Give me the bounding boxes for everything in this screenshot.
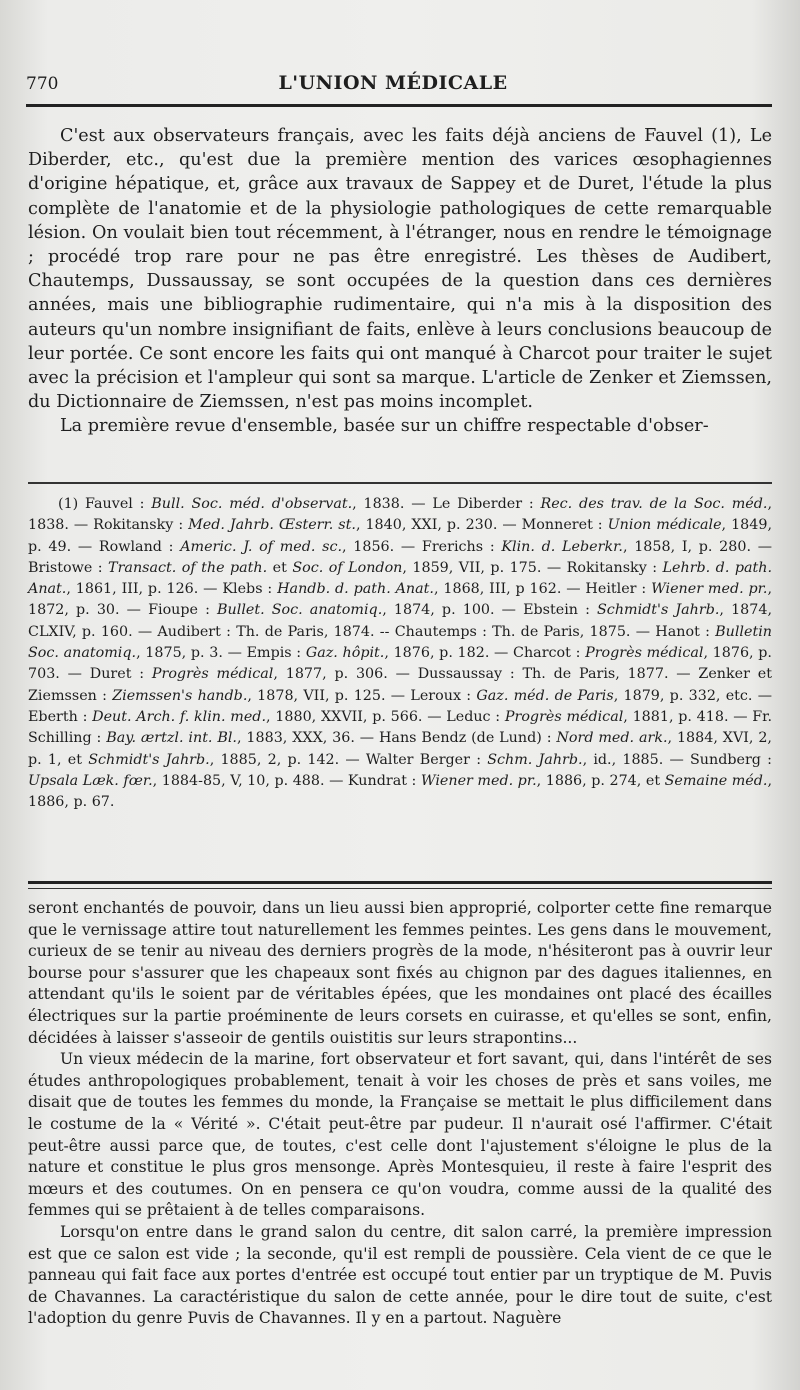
footnote-citation-title: Bull. Soc. méd. d'observat. [151, 496, 353, 512]
feuilleton-separator-thin [28, 888, 772, 889]
footnote-citation-title: Bulletin Soc. anatomiq. [28, 623, 772, 662]
footnote-citation-title: Progrès médical [585, 645, 704, 662]
footnote-text-run: , 1859, VII, p. 175. — Rokitansky : [402, 559, 663, 576]
page-number: 770 [26, 74, 59, 94]
footnote-text-run: , 1876, p. 703. — Duret : [28, 645, 772, 683]
footnote-citation-title: Transact. of the path. [108, 559, 268, 576]
footnote-text-run: , id., 1885. — Sundberg : [582, 751, 772, 768]
footnote-text-run: , 1849, p. 49. — Rowland : [28, 517, 772, 555]
footnote-citation-title: Union médicale [607, 517, 722, 534]
footnote-citation-title: Klin. d. Leberkr. [501, 538, 623, 555]
footnote-citation-title: Progrès médical [504, 708, 624, 725]
footnote-citation-title: Progrès médical [151, 666, 274, 683]
footnote-citation-title: Upsala Læk. fœr. [28, 772, 153, 789]
footnote-citation-title: Schmidt's Jahrb. [597, 602, 720, 619]
footnote-text-run: , 1858, I, p. 280. — Bristowe : [28, 538, 772, 576]
feuilleton-paragraph: seront enchantés de pouvoir, dans un lieu aussi bien approprié, colporter cette fine remarque que le vernissage attire tout naturellement les femmes peintes. Les gens dans le mouvement, curieux de se tenir au niveau des derniers progrès de la mode, n'hésiteront pas à ouvrir leur bourse pour s'assurer que les chapeaux sont fixés au chignon par des dagues italiennes, en attendant qu'ils le soient par de véritables épées, que les mondaines ont placé des écailles électriques sur la partie proéminente de leurs corsets en cuirasse, et qu'elles se sont, enfin, décidées à laisser s'asseoir de gentils ouistitis sur leurs strapontins... [28, 899, 772, 1047]
footnote-text-run: et [267, 559, 293, 576]
footnote-citation-title: Rec. des trav. de la Soc. méd. [540, 496, 768, 512]
running-title: L'UNION MÉDICALE [278, 72, 508, 94]
footnote-text-run: , 1886, p. 67. [28, 772, 773, 811]
footnote-citation-title: Americ. J. of med. sc. [180, 538, 343, 555]
footnote-citation-title: Nord med. ark. [556, 730, 668, 747]
footnote-citation-title: Wiener med. pr. [651, 581, 768, 598]
footnote-text-run: , 1838. — Rokitansky : [28, 496, 772, 534]
footnote-citation-title: Soc. of London [292, 559, 403, 576]
footnote-citation-title: Bullet. Soc. anatomiq. [217, 602, 383, 619]
feuilleton-body [28, 898, 772, 1330]
footnote-citation-title: Handb. d. path. Anat. [277, 581, 434, 598]
footnote-text-run: , 1876, p. 182. — Charcot : [384, 645, 586, 662]
footnote-text-run: , 1874, p. 100. — Ebstein : [382, 602, 598, 619]
footnote-citation-title: Gaz. méd. de Paris [476, 687, 614, 704]
footnote-text-run: , 1878, VII, p. 125. — Leroux : [247, 687, 477, 704]
footnote-citation-title: Semaine méd. [664, 772, 768, 789]
footnote-citation-title: Ziemssen's handb. [112, 687, 248, 704]
footnote-text-run: , 1874, CLXIV, p. 160. — Audibert : Th. de Paris, 1874. -- Chautemps : Th. de Paris, 1875. — Hanot : [28, 602, 772, 640]
footnote [28, 494, 772, 813]
footnote-text-run: , 1868, III, p 162. — Heitler : [433, 581, 652, 598]
footnote-text-run: , 1884, XVI, 2, p. 1, et [28, 730, 772, 768]
feuilleton-paragraph: Un vieux médecin de la marine, fort observateur et fort savant, qui, dans l'intérêt de ses études anthropologiques probablement, tenait à voir les choses de près et sans voiles, me disait que de toutes les femmes du monde, la Française se mettait le plus difficilement dans le costume de la « Vérité ». C'était peut-être par pudeur. Il n'aurait osé l'affirmer. C'était peut-être aussi parce que, de toutes, c'est celle dont l'ajustement s'éloigne le plus de la nature et constitue le plus gros mensonge. Après Montesquieu, il reste à faire l'esprit des mœurs et des coutumes. On en pensera ce qu'on voudra, comme aussi de la qualité des femmes qui se prêtaient à de telles comparaisons. [28, 1050, 772, 1220]
footnote-text-run: , 1875, p. 3. — Empis : [136, 645, 306, 662]
footnote-citation-title: Gaz. hôpit. [305, 645, 385, 662]
footnote-citation-title: Bay. ærtzl. int. Bl. [106, 730, 237, 747]
feuilleton-paragraph: Lorsqu'on entre dans le grand salon du centre, dit salon carré, la première impression est que ce salon est vide ; la seconde, qu'il est rempli de poussière. Cela vient de ce que le panneau qui fait face aux portes d'entrée est occupé tout entier par un tryptique de M. Puvis de Chavannes. La caractéristique du salon de cette année, pour le dire tout de suite, c'est l'adoption du genre Puvis de Chavannes. Il y en a partout. Naguère [28, 1222, 772, 1328]
footnote-text-run: , 1861, III, p. 126. — Klebs : [66, 581, 278, 598]
footnote-text-run: , 1886, p. 274, et [536, 772, 665, 789]
footnote-citation-title: Lehrb. d. path. Anat. [28, 559, 773, 598]
footnote-rule [28, 482, 772, 484]
header-rule [26, 104, 772, 107]
body-paragraph: La première revue d'ensemble, basée sur un chiffre respectable d'obser- [60, 416, 709, 437]
body-paragraph: C'est aux observateurs français, avec les faits déjà anciens de Fauvel (1), Le Diberder, etc., qu'est due la première mention des varices œsophagiennes d'origine hépatique, et, grâce aux travaux de Sappey et de Duret, l'étude la plus complète de l'anatomie et de la physiologie pathologiques de cette remarquable lésion. On voulait bien tout récemment, à l'étranger, nous en rendre le témoignage ; procédé trop rare pour ne pas être enregistré. Les thèses de Audibert, Chautemps, Dussaussay, se sont occupées de la question dans ces dernières années, mais une bibliographie rudimentaire, qui n'a mis à la disposition des auteurs qu'un nombre insignifiant de faits, enlève à leurs conclusions beaucoup de leur portée. Ce sont encore les faits qui ont manqué à Charcot pour traiter le sujet avec la précision et l'ampleur qui sont sa marque. L'article de Zenker et Ziemssen, du Dictionnaire de Ziemssen, n'est pas moins incomplet. [28, 126, 772, 413]
article-body [28, 124, 772, 439]
footnote-text-run: , 1883, XXX, 36. — Hans Bendz (de Lund) : [236, 730, 557, 747]
footnote-text-run: , 1872, p. 30. — Fioupe : [28, 581, 773, 619]
footnote-text-run: , 1884-85, V, 10, p. 488. — Kundrat : [152, 772, 421, 789]
footnote-text-run: , 1879, p. 332, etc. — Eberth : [28, 687, 773, 725]
feuilleton-separator-thick [28, 881, 772, 884]
footnote-text-run: (1) Fauvel : [58, 496, 152, 512]
footnote-text-run: , 1838. — Le Diberder : [352, 496, 541, 512]
footnote-citation-title: Wiener med. pr. [420, 772, 537, 789]
footnote-citation-title: Schmidt's Jahrb. [88, 751, 210, 768]
page-header [26, 74, 760, 100]
footnote-citation-title: Med. Jahrb. Œsterr. st. [188, 517, 356, 534]
footnote-text-run: , 1885, 2, p. 142. — Walter Berger : [209, 751, 488, 768]
footnote-citation-title: Deut. Arch. f. klin. med. [92, 708, 267, 725]
footnote-text-run: , 1877, p. 306. — Dussaussay : Th. de Paris, 1877. — Zenker et Ziemssen : [28, 666, 772, 704]
footnote-text [28, 494, 772, 813]
footnote-citation-title: Schm. Jahrb. [487, 751, 583, 768]
footnote-text-run: , 1840, XXI, p. 230. — Monneret : [355, 517, 608, 534]
footnote-text-run: , 1881, p. 418. — Fr. Schilling : [28, 708, 772, 747]
footnote-text-run: , 1856. — Frerichs : [342, 538, 502, 555]
footnote-text-run: , 1880, XXVII, p. 566. — Leduc : [266, 708, 505, 725]
